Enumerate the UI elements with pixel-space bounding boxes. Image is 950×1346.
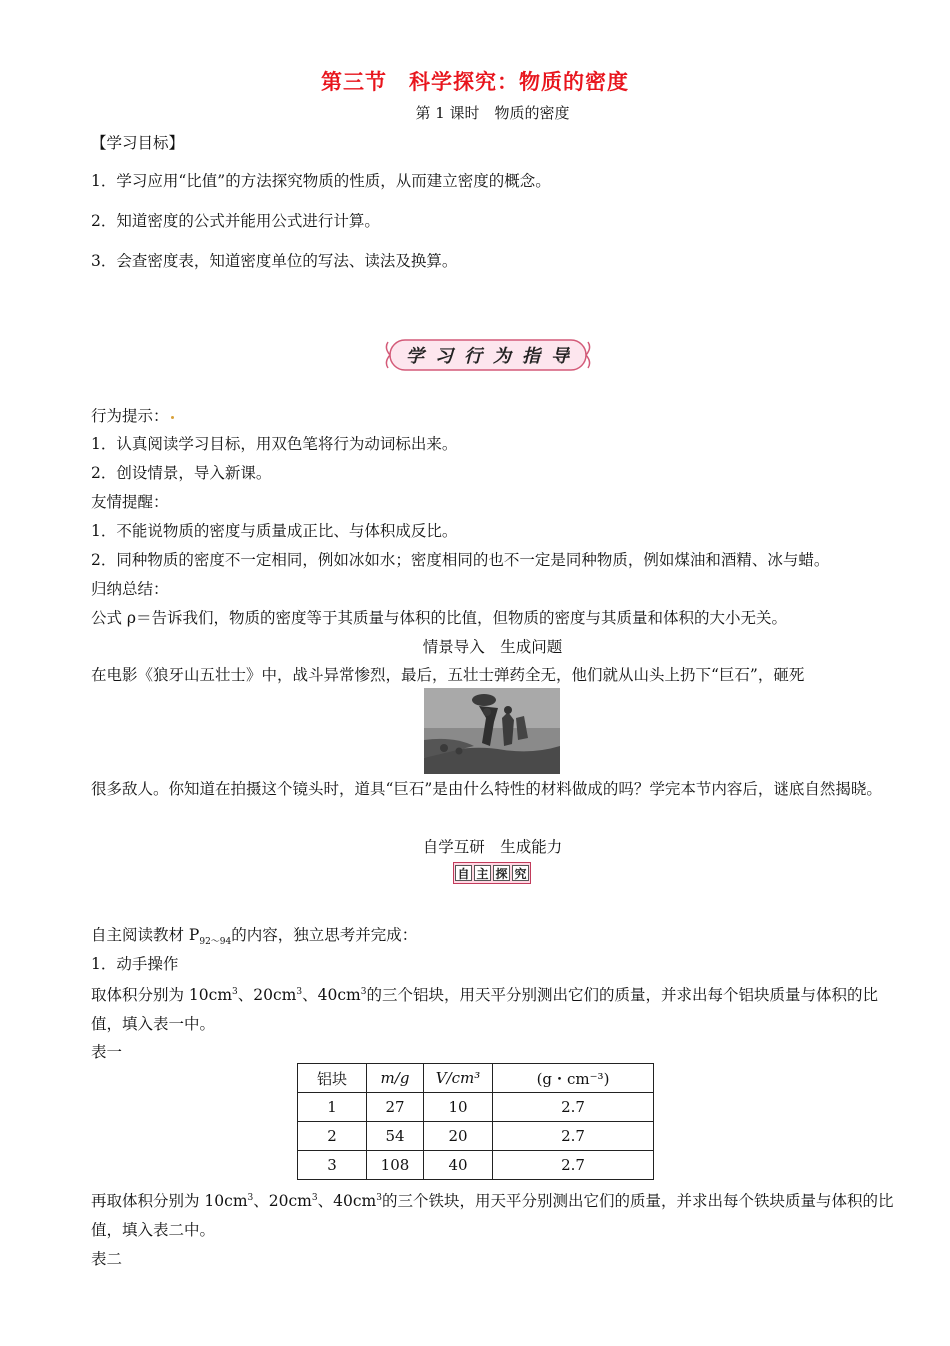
intro-paragraph: 在电影《狼牙山五壮士》中，战斗异常惨烈，最后，五壮士弹药全无，他们就从山头上扔下“巨石”，砸死 (91, 666, 805, 684)
banner-char: 指 (522, 346, 540, 367)
reminder-item: 2．同种物质的密度不一定相同，例如冰如水；密度相同的也不一定是同种物质，例如煤油和酒精、冰与蜡。 (91, 551, 830, 569)
dot-icon (171, 416, 174, 419)
intro-heading: 情景导入 生成问题 (422, 638, 563, 656)
badge-char: 究 (512, 865, 529, 881)
table-cell: 54 (367, 1122, 424, 1151)
table1-label: 表一 (91, 1043, 123, 1061)
banner-char: 习 (435, 346, 453, 367)
table-row (298, 1122, 654, 1151)
lesson-subtitle: 第 1 课时 物质的密度 (415, 104, 570, 122)
table-header-cell: V/cm³ (424, 1064, 493, 1093)
table-cell: 2 (298, 1122, 367, 1151)
badge-char: 主 (474, 865, 491, 881)
page-title: 第三节 科学探究：物质的密度 (321, 70, 629, 94)
objectives-heading: 【学习目标】 (91, 134, 185, 152)
badge-char: 探 (493, 865, 510, 881)
table-cell: 2.7 (493, 1151, 654, 1180)
table-cell: 2.7 (493, 1122, 654, 1151)
objective-item: 1．学习应用“比值”的方法探究物质的性质，从而建立密度的概念。 (91, 172, 551, 190)
objective-item: 2．知道密度的公式并能用公式进行计算。 (91, 212, 380, 230)
banner-char: 导 (551, 346, 569, 367)
operation-heading: 1．动手操作 (91, 955, 179, 973)
banner-char: 为 (493, 346, 511, 367)
table-row (298, 1151, 654, 1180)
table-cell: 10 (424, 1093, 493, 1122)
self-study-heading: 自学互研 生成能力 (422, 838, 563, 856)
objective-item: 3．会查密度表，知道密度单位的写法、读法及换算。 (91, 252, 458, 270)
aluminum-table (297, 1063, 654, 1180)
badge-char: 自 (455, 865, 472, 881)
iron-text: 再取体积分别为 $10cm^3$、$20cm^3$、$40cm^3$的三个铁块，用天平分别测出它们的质量，并求出每个铁块质量与体积的比值，填入表二中。 (91, 1192, 894, 1240)
self-explore-badge (453, 862, 531, 884)
hint-item: 1．认真阅读学习目标，用双色笔将行为动词标出来。 (91, 435, 458, 453)
table-header-cell: 铝块 (298, 1064, 367, 1093)
operation-text: 取体积分别为 $10cm^3$、$20cm^3$、$40cm^3$的三个铝块，用天平分别测出它们的质量，并求出每个铝块质量与体积的比值，填入表一中。 (91, 986, 878, 1034)
table-cell: 108 (367, 1151, 424, 1180)
table-header-row (298, 1064, 654, 1093)
summary-text: 公式 ρ＝告诉我们，物质的密度等于其质量与体积的比值，但物质的密度与其质量和体积的大小无关。 (91, 609, 788, 627)
table-cell: 1 (298, 1093, 367, 1122)
section-banner (384, 338, 592, 372)
movie-still-image (424, 688, 560, 774)
summary-heading: 归纳总结： (91, 580, 169, 598)
reminder-item: 1．不能说物质的密度与质量成正比、与体积成反比。 (91, 522, 458, 540)
table-header-cell: (g・cm⁻³) (493, 1064, 654, 1093)
hint-heading: 行为提示： (91, 405, 174, 427)
table2-label: 表二 (91, 1250, 123, 1268)
table-cell: 3 (298, 1151, 367, 1180)
table-cell: 2.7 (493, 1093, 654, 1122)
hint-item: 2．创设情景，导入新课。 (91, 464, 272, 482)
table-cell: 20 (424, 1122, 493, 1151)
table-header-cell: m/g (367, 1064, 424, 1093)
reading-instruction: 自主阅读教材 $P_{92\sim 94}$的内容，独立思考并完成： (91, 926, 418, 948)
reminder-heading: 友情提醒： (91, 493, 169, 511)
table-cell: 27 (367, 1093, 424, 1122)
table-cell: 40 (424, 1151, 493, 1180)
banner-char: 学 (406, 346, 424, 367)
intro-paragraph: 很多敌人。你知道在拍摄这个镜头时，道具“巨石”是由什么特性的材料做成的吗？学完本节内容后，谜底自然揭晓。 (91, 780, 882, 798)
table-row (298, 1093, 654, 1122)
banner-char: 行 (464, 346, 482, 367)
